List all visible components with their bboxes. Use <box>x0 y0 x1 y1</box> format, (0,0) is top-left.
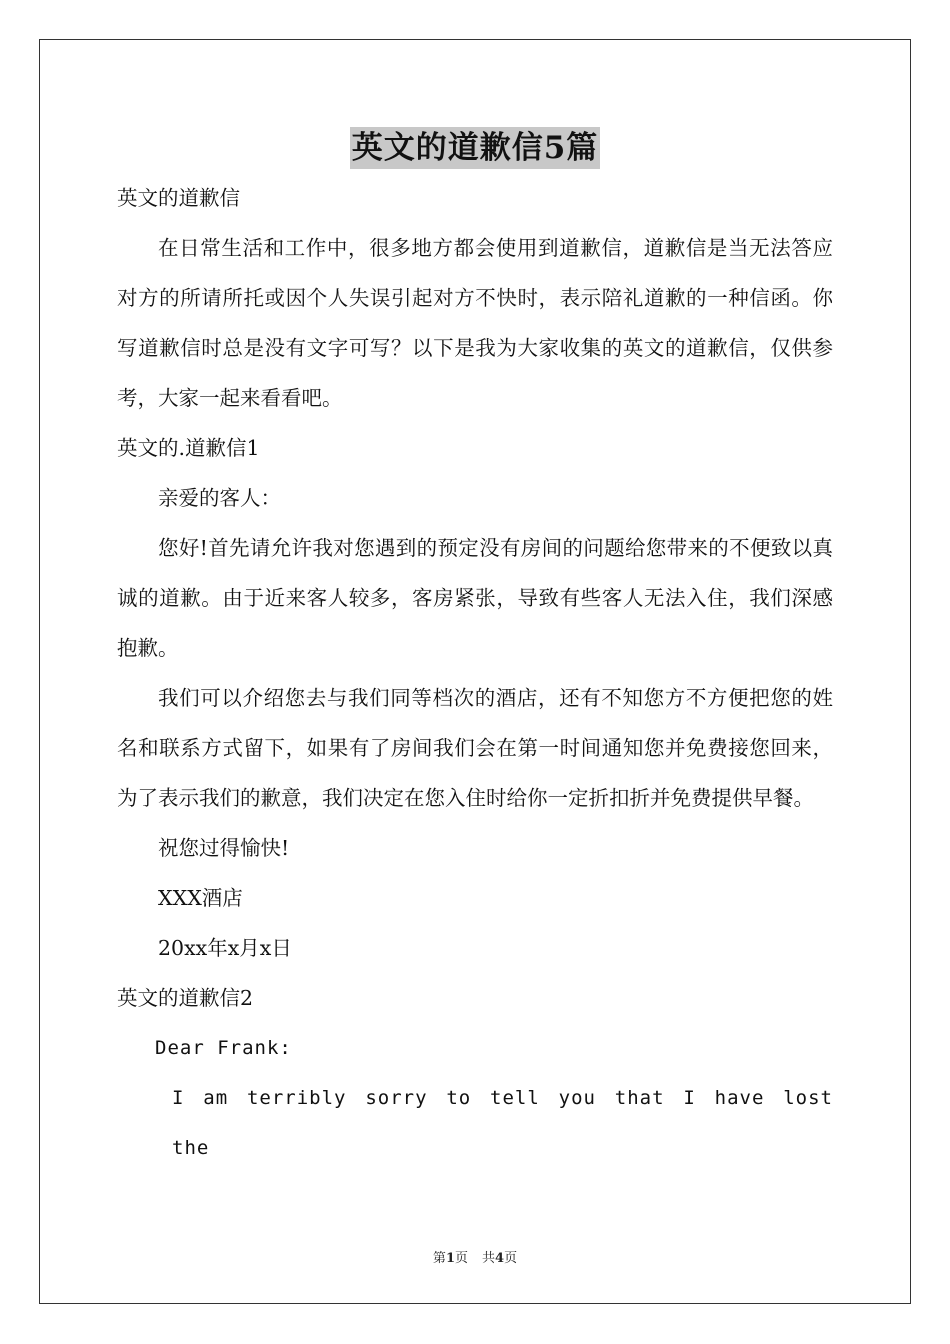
page-prefix: 第 <box>432 1251 446 1266</box>
section-heading: 英文的道歉信 <box>117 186 240 210</box>
page-footer <box>0 1247 950 1266</box>
letter-date: 20xx年x月x日 <box>158 936 292 960</box>
title-container <box>0 127 950 169</box>
section-heading: 英文的.道歉信1 <box>117 436 260 460</box>
section-heading: 英文的道歉信2 <box>117 986 254 1010</box>
total-suffix: 页 <box>504 1251 518 1266</box>
document-body <box>117 173 833 1173</box>
document-title: 英文的道歉信5篇 <box>350 127 601 169</box>
letter-signature: XXX酒店 <box>158 886 243 910</box>
page-total: 4 <box>495 1251 505 1266</box>
letter-paragraph: 您好!首先请允许我对您遇到的预定没有房间的问题给您带来的不便致以真诚的道歉。由于近来客人较多，客房紧张，导致有些客人无法入住，我们深感抱歉。 <box>117 536 833 660</box>
letter-salutation: 亲爱的客人： <box>158 486 281 510</box>
letter-closing: 祝您过得愉快! <box>158 836 290 860</box>
page-mid: 页 <box>454 1251 468 1266</box>
intro-paragraph: 在日常生活和工作中，很多地方都会使用到道歉信，道歉信是当无法答应对方的所请所托或因个人失误引起对方不快时，表示陪礼道歉的一种信函。你写道歉信时总是没有文字可写？以下是我为大家收集的英文的道歉信，仅供参考，大家一起来看看吧。 <box>117 236 833 410</box>
page-current: 1 <box>445 1251 455 1266</box>
letter-paragraph: 我们可以介绍您去与我们同等档次的酒店，还有不知您方不方便把您的姓名和联系方式留下，如果有了房间我们会在第一时间通知您并免费接您回来，为了表示我们的歉意，我们决定在您入住时给你一定折扣折并免费提供早餐。 <box>117 686 833 810</box>
total-prefix: 共 <box>482 1251 496 1266</box>
letter-paragraph: I am terribly sorry to tell you that I have lost the <box>172 1087 833 1159</box>
letter-salutation: Dear Frank: <box>155 1037 292 1059</box>
